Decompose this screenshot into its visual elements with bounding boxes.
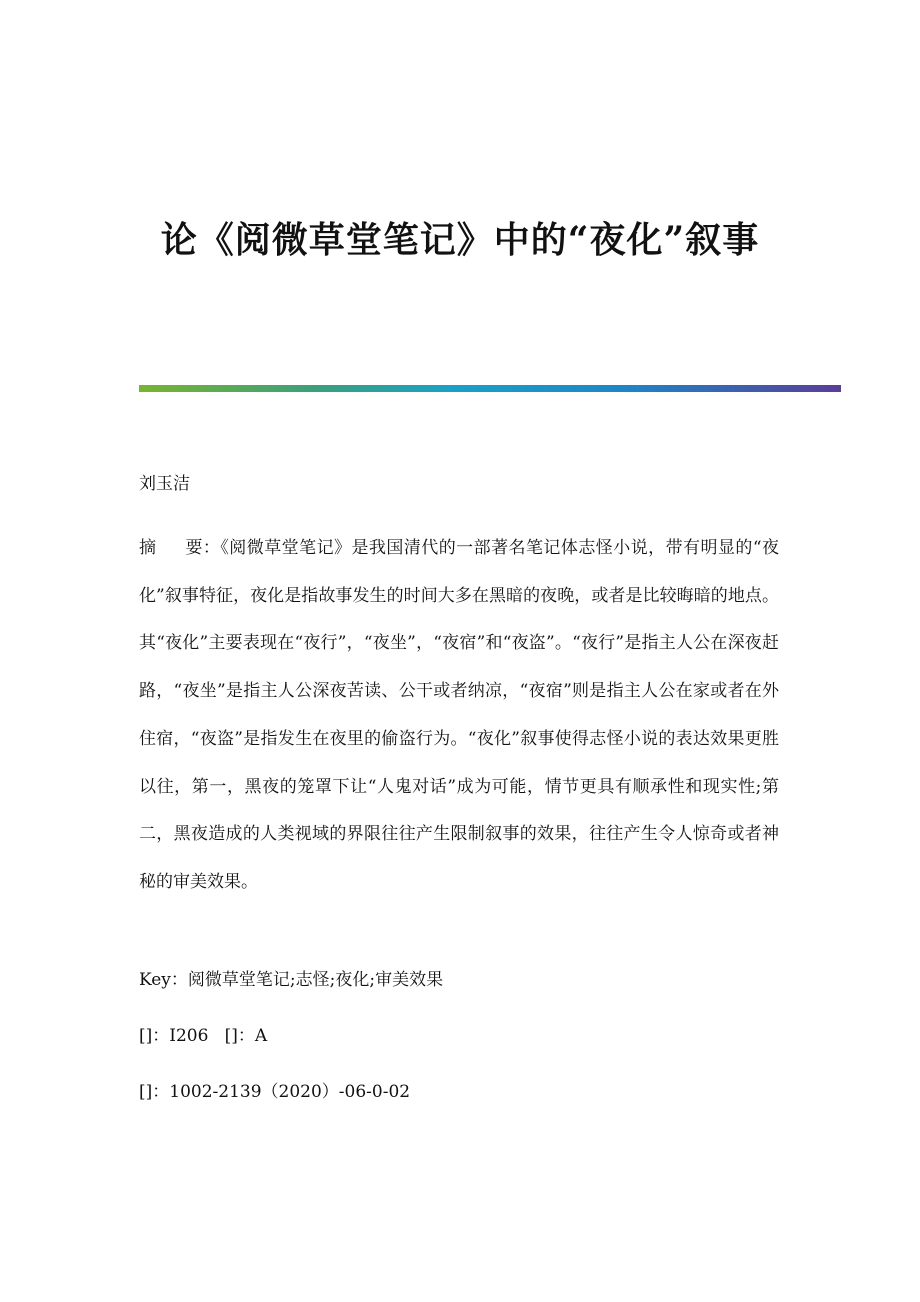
keywords-label: Key： (139, 970, 188, 990)
keywords-line (139, 966, 443, 994)
abstract-label-char-2: 要 (185, 538, 203, 558)
article-number-line: []：1002-2139（2020）-06-0-02 (139, 1082, 411, 1102)
classification-line: []：I206 []：A (139, 1026, 268, 1046)
paper-title: 论《阅微草堂笔记》中的“夜化”叙事 (160, 219, 760, 261)
gradient-divider (139, 385, 841, 392)
abstract-label-separator: ： (202, 538, 221, 558)
author-name: 刘玉洁 (139, 474, 190, 494)
abstract-label-char-1: 摘 (139, 538, 156, 558)
abstract-paragraph (139, 525, 779, 907)
abstract-text: 《阅微草堂笔记》是我国清代的一部著名笔记体志怪小说，带有明显的“夜化”叙事特征，夜化是指故事发生的时间大多在黑暗的夜晚，或者是比较晦暗的地点。其“夜化”主要表现在“夜行”，“夜坐”，“夜宿”和“夜盗”。“夜行”是指主人公在深夜赶路，“夜坐”是指主人公深夜苦读、公干或者纳凉，“夜宿”则是指主人公在家或者在外住宿，“夜盗”是指发生在夜里的偷盗行为。“夜化”叙事使得志怪小说的表达效果更胜以往，第一，黑夜的笼罩下让“人鬼对话”成为可能，情节更具有顺承性和现实性;第二，黑夜造成的人类视域的界限往往产生限制叙事的效果，往往产生令人惊奇或者神秘的审美效果。 (139, 538, 779, 892)
keywords-text: 阅微草堂笔记;志怪;夜化;审美效果 (187, 970, 444, 990)
